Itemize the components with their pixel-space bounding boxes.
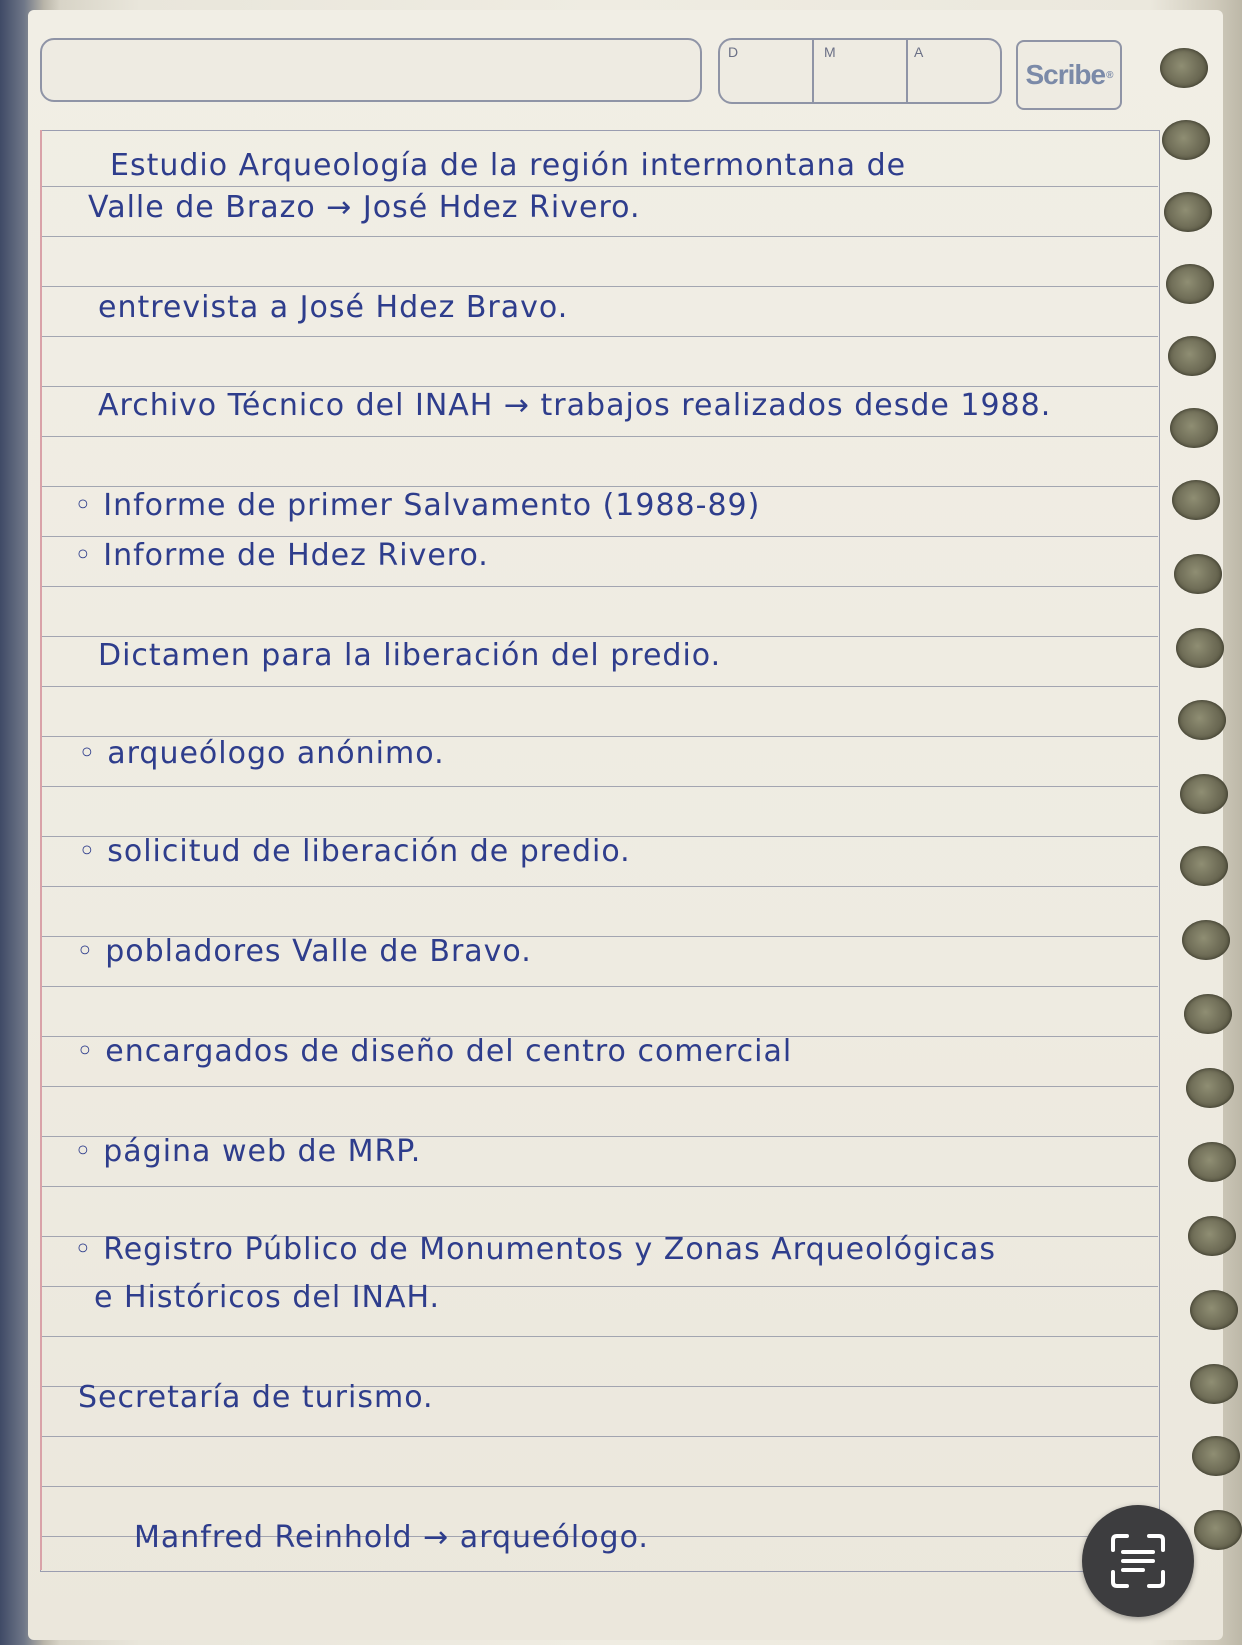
note-line: Archivo Técnico del INAH → trabajos realizados desde 1988. <box>98 388 1052 423</box>
spiral-hole <box>1160 48 1208 88</box>
note-line: Valle de Brazo → José Hdez Rivero. <box>88 190 641 225</box>
rule-line <box>40 686 1158 687</box>
rule-line <box>40 386 1158 387</box>
rule-line <box>40 636 1158 637</box>
note-line: Dictamen para la liberación del predio. <box>98 638 722 673</box>
scan-document-button[interactable] <box>1082 1505 1194 1617</box>
note-list-item: ◦ arqueólogo anónimo. <box>78 736 445 771</box>
rule-line <box>40 1086 1158 1087</box>
rule-line <box>40 986 1158 987</box>
spiral-hole <box>1186 1068 1234 1108</box>
date-divider <box>906 40 908 102</box>
rule-line <box>40 1436 1158 1437</box>
note-line: Manfred Reinhold → arqueólogo. <box>134 1520 649 1555</box>
note-line: entrevista a José Hdez Bravo. <box>98 290 569 325</box>
rule-line <box>40 536 1158 537</box>
spiral-hole <box>1168 336 1216 376</box>
spiral-hole <box>1190 1364 1238 1404</box>
spiral-hole <box>1172 480 1220 520</box>
rule-line <box>40 786 1158 787</box>
brand-name: Scribe <box>1025 59 1106 90</box>
rule-line <box>40 1486 1158 1487</box>
note-list-item: ◦ Registro Público de Monumentos y Zonas Arqueológicas <box>74 1232 997 1267</box>
rule-line <box>40 1336 1158 1337</box>
note-line: Estudio Arqueología de la región intermontana de <box>110 148 907 183</box>
document-scan-icon <box>1107 1530 1169 1592</box>
note-list-item: ◦ página web de MRP. <box>74 1134 422 1169</box>
note-list-item: ◦ Informe de Hdez Rivero. <box>74 538 489 573</box>
brand-registered-mark: ® <box>1106 69 1113 81</box>
date-field <box>718 38 1002 104</box>
note-list-item: ◦ Informe de primer Salvamento (1988-89) <box>74 488 761 523</box>
rule-line <box>40 886 1158 887</box>
date-day-label: D <box>728 44 739 60</box>
spiral-hole <box>1180 774 1228 814</box>
spiral-hole <box>1180 846 1228 886</box>
margin-line <box>40 130 42 1570</box>
note-list-item: ◦ solicitud de liberación de predio. <box>78 834 631 869</box>
rule-line <box>40 186 1158 187</box>
note-line: Secretaría de turismo. <box>78 1380 434 1415</box>
spiral-hole <box>1164 192 1212 232</box>
rule-line <box>40 236 1158 237</box>
spiral-hole <box>1182 920 1230 960</box>
rule-line <box>40 286 1158 287</box>
spiral-hole <box>1174 554 1222 594</box>
note-list-item: ◦ pobladores Valle de Bravo. <box>76 934 532 969</box>
spiral-hole <box>1162 120 1210 160</box>
date-year-label: A <box>914 44 924 60</box>
spiral-hole <box>1190 1290 1238 1330</box>
spiral-hole <box>1184 994 1232 1034</box>
rule-line <box>40 336 1158 337</box>
date-month-label: M <box>824 44 836 60</box>
spiral-hole <box>1176 628 1224 668</box>
spiral-hole <box>1188 1142 1236 1182</box>
note-list-item: ◦ encargados de diseño del centro comercial <box>76 1034 793 1069</box>
title-field <box>40 38 702 102</box>
spiral-hole <box>1170 408 1218 448</box>
rule-line <box>40 486 1158 487</box>
spiral-hole <box>1188 1216 1236 1256</box>
spiral-hole <box>1166 264 1214 304</box>
rule-line <box>40 1186 1158 1187</box>
spiral-hole <box>1194 1510 1242 1550</box>
spiral-hole <box>1178 700 1226 740</box>
rule-line <box>40 436 1158 437</box>
rule-line <box>40 586 1158 587</box>
note-line: e Históricos del INAH. <box>94 1280 441 1315</box>
date-divider <box>812 40 814 102</box>
brand-logo <box>1016 40 1122 110</box>
spiral-hole <box>1192 1436 1240 1476</box>
